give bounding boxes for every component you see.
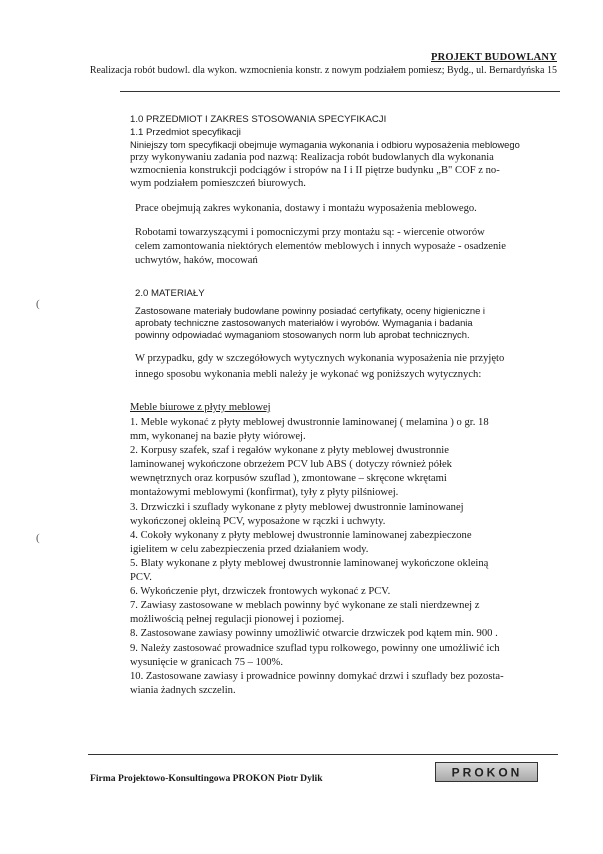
list-item: 4. Cokoły wykonany z płyty meblowej dwustronnie laminowanej zabezpieczone — [130, 529, 472, 541]
list-item: wykończonej okleiną PCV, wyposażone w rączki i uchwyty. — [130, 515, 386, 527]
text-line: przy wykonywaniu zadania pod nazwą: Realizacja robót budowlanych dla wykonania — [130, 152, 494, 163]
list-item: 9. Należy zastosować prowadnice szuflad typu rolkowego, powinny one umożliwić ich — [130, 642, 500, 654]
text-line: Zastosowane materiały budowlane powinny posiadać certyfikaty, oceny higieniczne i — [135, 305, 486, 316]
footer-company-name: Firma Projektowo-Konsultingowa PROKON Piotr Dylik — [90, 773, 323, 784]
list-item: 7. Zawiasy zastosowane w meblach powinny być wykonane ze stali nierdzewnej z — [130, 600, 480, 612]
list-item: 3. Drzwiczki i szuflady wykonane z płyty meblowej dwustronnie laminowanej — [130, 501, 464, 513]
text-line: celem zamontowania niektórych elementów meblowych i innych wyposaże - osadzenie — [135, 241, 506, 252]
section-2-heading: 2.0 MATERIAŁY — [135, 288, 205, 299]
text-line: W przypadku, gdy w szczegółowych wytycznych wykonania wyposażenia nie przyjęto — [135, 353, 505, 364]
text-line: Niniejszy tom specyfikacji obejmuje wymagania wykonania i odbioru wyposażenia meblowego — [130, 139, 520, 150]
list-item: możliwością pełnej regulacji pionowej i poziomej. — [130, 614, 345, 626]
list-item: wysunięcie w granicach 75 – 100%. — [130, 656, 283, 668]
list-item: 5. Blaty wykonane z płyty meblowej dwustronnie laminowanej wykończone okleiną — [130, 557, 489, 569]
list-item: montażowymi meblowymi (konfirmat), tyły z płyty pilśniowej. — [130, 487, 399, 499]
text-line: Robotami towarzyszącymi i pomocniczymi przy montażu są: - wiercenie otworów — [135, 227, 485, 238]
project-title: PROJEKT BUDOWLANY — [430, 52, 557, 63]
margin-mark: ( — [36, 532, 40, 544]
prokon-logo — [435, 762, 538, 782]
list-item: 6. Wykończenie płyt, drzwiczek frontowych wykonać z PCV. — [130, 586, 391, 598]
section-1-heading: 1.0 PRZEDMIOT I ZAKRES STOSOWANIA SPECYFIKACJI — [130, 114, 387, 125]
header-divider — [120, 91, 560, 92]
list-item: wiania żadnych szczelin. — [130, 684, 236, 696]
materials-paragraph — [135, 305, 575, 341]
furniture-section-heading: Meble biurowe z płyty meblowej — [130, 402, 271, 413]
list-item: mm, wykonanej na bazie płyty wiórowej. — [130, 431, 306, 443]
project-subtitle: Realizacja robót budowl. dla wykon. wzmocnienia konstr. z nowym podziałem pomiesz; Bydg., ul. Bernardyńska 15 — [89, 65, 557, 76]
footer-divider — [88, 754, 558, 755]
text-line: aprobaty techniczne zastosowanych materiałów i wyrobów. Wymagania i badania — [135, 317, 473, 328]
text-line: wym podziałem pomieszczeń biurowych. — [130, 178, 306, 189]
list-item: wewnętrznych oraz korpusów szuflad ), zmontowane – skręcone wkrętami — [130, 473, 447, 485]
list-item: 2. Korpusy szafek, szaf i regałów wykonane z płyty meblowej dwustronnie — [130, 445, 449, 457]
text-line: powinny odpowiadać wymaganiom stosowanych norm lub aprobat technicznych. — [135, 329, 470, 340]
logo-text: PROKON — [451, 765, 522, 779]
list-item: igielitem w celu zabezpieczenia przed działaniem wody. — [130, 543, 369, 555]
list-item: 8. Zastosowane zawiasy powinny umożliwić otwarcie drzwiczek pod kątem min. 900 . — [130, 628, 498, 640]
section-1-1-subheading: 1.1 Przedmiot specyfikacji — [130, 127, 241, 138]
text-line: innego sposobu wykonania mebli należy je wykonać wg poniższych wytycznych: — [135, 369, 482, 380]
auxiliary-works-paragraph — [135, 226, 575, 268]
scope-paragraph: Prace obejmują zakres wykonania, dostawy i montażu wyposażenia meblowego. — [135, 203, 477, 214]
list-item: laminowanej wykończone obrzeżem PCV lub ABS ( dotyczy również półek — [130, 459, 452, 471]
text-line: wzmocnienia konstrukcji podciągów i stropów na I i II piętrze budynku „B" COF z no- — [130, 165, 500, 176]
text-line: uchwytów, haków, mocowań — [135, 255, 258, 266]
list-item: 10. Zastosowane zawiasy i prowadnice powinny domykać drzwi i szuflady bez pozosta- — [130, 670, 504, 682]
section-1-intro — [130, 139, 570, 190]
list-item: 1. Meble wykonać z płyty meblowej dwustronnie laminowanej ( melamina ) o gr. 18 — [130, 417, 489, 428]
margin-mark: ( — [36, 298, 40, 310]
prokon-logo-wordmark — [442, 765, 532, 779]
guidelines-paragraph — [135, 351, 575, 383]
list-item: PCV. — [130, 572, 152, 584]
furniture-spec-list — [130, 416, 570, 698]
